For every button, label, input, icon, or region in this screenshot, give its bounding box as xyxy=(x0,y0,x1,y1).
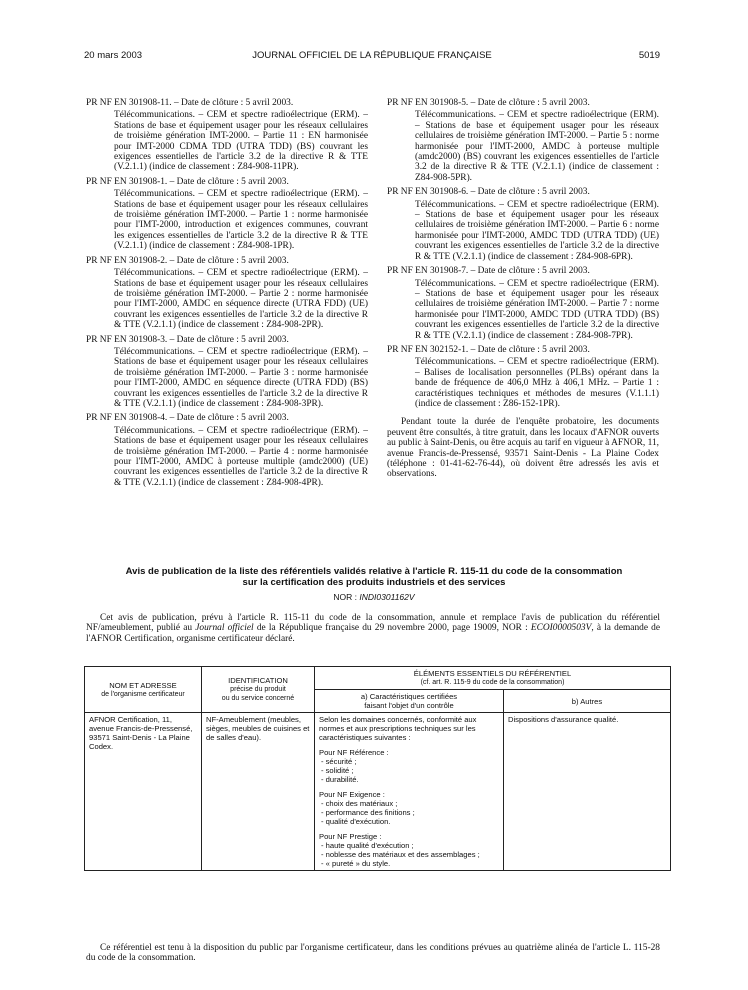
group-items xyxy=(319,799,499,826)
list-item: - haute qualité d'exécution ; xyxy=(321,841,414,850)
product-identification: NF-Ameublement (meubles, sièges, meubles de cuisines et de salles d'eau). xyxy=(206,715,310,742)
standard-entry xyxy=(86,256,368,331)
cell-caracteristiques xyxy=(315,713,504,871)
standard-entry xyxy=(387,266,659,341)
avis-title-line: Avis de publication de la liste des référentiels validés relative à l'article R. 115-11 du code de la consommation xyxy=(125,566,623,577)
list-item: - choix des matériaux ; xyxy=(321,799,398,808)
entry-description: Télécommunications. – CEM et spectre radioélectrique (ERM). – Stations de base et équipement usager pour les réseaux cellulaires de troisième génération IMT-2000. – Partie 7 : norme harmonisée pour l'IMT-2000, AMDC TDD (UTRA TDD) (BS) couvrant les exigences essentielles de l'article 3.2 de la directive R & TTE (V.2.1.1) (indice de classement : Z84-908-7PR). xyxy=(415,278,659,341)
cell-product xyxy=(202,713,315,871)
header-label: a) Caractéristiques certifiées xyxy=(360,692,458,701)
group-label: Pour NF Exigence : xyxy=(319,790,385,799)
entry-description: Télécommunications. – CEM et spectre radioélectrique (ERM). – Stations de base et équipement usager pour les réseaux cellulaires de troisième génération IMT-2000. – Partie 2 : norme harmonisée pour l'IMT-2000, AMDC en séquence directe (UTRA FDD) (UE) couvrant les exigences essentielles de l'article 3.2 de la directive R & TTE (V.2.1.1) (indice de classement : Z84-908-2PR). xyxy=(114,268,368,331)
entry-description: Télécommunications. – CEM et spectre radioélectrique (ERM). – Stations de base et équipement usager pour les réseaux cellulaires de troisième génération IMT-2000. – Partie 1 : norme harmonisée pour l'IMT-2000, introduction et exigences communes, couvrant les exigences essentielles de l'article 3.2 de la directive R & TTE (V.2.1.1) (indice de classement : Z84-908-1PR). xyxy=(114,189,368,252)
avis-text-part: , à la demande de l'AFNOR Certification, organisme certificateur déclaré. xyxy=(86,623,661,644)
group-items xyxy=(319,757,499,784)
group-nf-prestige xyxy=(319,832,499,868)
header-label: IDENTIFICATION xyxy=(228,676,288,685)
nor-label: NOR : xyxy=(333,592,358,602)
entry-description: Télécommunications. – CEM et spectre radioélectrique (ERM). – Balises de localisation personnelles (PLBs) opérant dans la bande de fréquence de 406,0 MHz à 406,1 MHz. – Partie 1 : caractéristiques techniques et méthodes de mesures (V.1.1.1) (indice de classement : Z86-152-1PR). xyxy=(415,357,659,409)
entry-heading: PR NF EN 301908-5. – Date de clôture : 5 avril 2003. xyxy=(387,98,590,108)
header-label: ÉLÉMENTS ESSENTIELS DU RÉFÉRENTIEL xyxy=(413,669,572,678)
entry-description: Télécommunications. – CEM et spectre radioélectrique (ERM). – Stations de base et équipement usager pour les réseaux cellulaires de troisième génération IMT-2000. – Partie 4 : norme harmonisée pour l'IMT-2000, AMDC à porteuse multiple (amdc2000) (UE) couvrant les exigences essentielles de l'article 3.2 de la directive R & TTE (V.2.1.1) (indice de classement : Z84-908-4PR). xyxy=(114,425,368,488)
standard-entry xyxy=(387,98,659,183)
nor-value: INDI0301162V xyxy=(359,592,415,602)
header-sublabel: précise du produit xyxy=(230,686,286,693)
entry-heading: PR NF EN 301908-11. – Date de clôture : 5 avril 2003. xyxy=(86,98,294,108)
header-organisme xyxy=(85,667,202,713)
entry-heading: PR NF EN 301908-3. – Date de clôture : 5 avril 2003. xyxy=(86,334,289,345)
header-sublabel: de l'organisme certificateur xyxy=(101,690,185,698)
caracteristiques-intro: Selon les domaines concernés, conformité aux normes et aux prescriptions techniques sur les caractéristiques suivantes : xyxy=(319,715,477,742)
standard-entry xyxy=(86,413,368,488)
avis-text-part: Cet avis de publication, prévu à l'article R. 115-11 du code de la consommation, annule et remplace l'avis de publication du référentiel NF/ameublement, publié au xyxy=(86,613,660,634)
header-date: 20 mars 2003 xyxy=(84,50,143,61)
list-item: - sécurité ; xyxy=(321,757,357,766)
list-item: - noblesse des matériaux et des assemblages ; xyxy=(321,850,480,859)
consultation-paragraph: Pendant toute la durée de l'enquête probatoire, les documents peuvent être consultés, à titre gratuit, dans les locaux d'AFNOR ouverts au public à Saint-Denis, ou être acquis au tarif en vigueur à AFNOR, 11, avenue Francis-de-Pressensé, 93571 Saint-Denis - La Plaine Codex (téléphone : 01-41-62-76-44), où doivent être adressés les avis et observations. xyxy=(387,417,659,480)
group-nf-exigence xyxy=(319,790,499,826)
entry-heading: PR NF EN 301908-6. – Date de clôture : 5 avril 2003. xyxy=(387,187,590,198)
entry-heading: PR NF EN 301908-2. – Date de clôture : 5 avril 2003. xyxy=(86,255,289,266)
entry-description: Télécommunications. – CEM et spectre radioélectrique (ERM). – Stations de base et équipement usager pour les réseaux cellulaires de troisième génération IMT-2000. – Partie 3 : norme harmonisée pour l'IMT-2000, AMDC en séquence directe (UTRA FDD) (BS) couvrant les exigences essentielles de l'article 3.2 de la directive R & TTE (V.2.1.1) (indice de classement : Z84-908-3PR). xyxy=(114,346,368,409)
closing-paragraph: Ce référentiel est tenu à la disposition du public par l'organisme certificateur, dans les conditions prévues au quatrième alinéa de l'article L. 115-28 du code de la consommation. xyxy=(86,943,660,964)
organisme-address: AFNOR Certification, 11, avenue Francis-de-Pressensé, 93571 Saint-Denis - La Plaine Codex. xyxy=(89,715,193,751)
standard-entry xyxy=(86,177,368,252)
autres-text: Dispositions d'assurance qualité. xyxy=(508,715,619,724)
group-label: Pour NF Référence : xyxy=(319,748,389,757)
avis-text-part: de la République française du 29 novembre 2000, page 19009, NOR : xyxy=(256,623,528,634)
entry-heading: PR NF EN 301908-1. – Date de clôture : 5 avril 2003. xyxy=(86,176,289,187)
standard-entry xyxy=(86,98,368,173)
group-items xyxy=(319,841,499,868)
avis-title xyxy=(86,566,662,588)
group-nf-reference xyxy=(319,748,499,784)
list-item: - solidité ; xyxy=(321,766,354,775)
header-page-number: 5019 xyxy=(638,50,660,61)
avis-title-line: sur la certification des produits industriels et des services xyxy=(242,577,506,588)
header-sublabel: ou du service concerné xyxy=(221,695,295,702)
table-row xyxy=(85,713,671,871)
avis-journal-name: Journal officiel xyxy=(195,623,254,634)
entry-description: Télécommunications. – CEM et spectre radioélectrique (ERM). – Stations de base et équipement usager pour les réseaux cellulaires de troisième génération IMT-2000. – Partie 11 : EN harmonisée pour IMT-2000 CDMA TDD (UTRA TDD) (BS) couvrant les exigences essentielles de l'article 3.2 de la directive R & TTE (V.2.1.1) (indice de classement : Z84-908-11PR). xyxy=(114,110,368,173)
referentiel-table xyxy=(84,666,671,871)
list-item: - qualité d'exécution. xyxy=(321,817,391,826)
header-label: b) Autres xyxy=(571,696,603,706)
entry-heading: PR NF EN 301908-7. – Date de clôture : 5 avril 2003. xyxy=(387,266,590,277)
header-sublabel: faisant l'objet d'un contrôle xyxy=(364,701,454,710)
header-caracteristiques xyxy=(315,690,504,713)
header-identification xyxy=(202,667,315,713)
header-elements xyxy=(315,667,671,690)
list-item: - performance des finitions ; xyxy=(321,808,415,817)
header-autres xyxy=(504,690,671,713)
header-label: NOM ET ADRESSE xyxy=(109,680,177,690)
right-column xyxy=(387,98,659,480)
standard-entry xyxy=(387,187,659,262)
entry-description: Télécommunications. – CEM et spectre radioélectrique (ERM). – Stations de base et équipement usager pour les réseaux cellulaires de troisième génération IMT-2000. – Partie 5 : norme harmonisée pour l'IMT-2000, AMDC à porteuse multiple (amdc2000) (BS) couvrant les exigences essentielles de l'article 3.2 de la directive R & TTE (V.2.1.1) (indice de classement : Z84-908-5PR). xyxy=(415,110,659,183)
standard-entry xyxy=(387,345,659,409)
cell-autres xyxy=(504,713,671,871)
entry-heading: PR NF EN 301908-4. – Date de clôture : 5 avril 2003. xyxy=(86,413,289,424)
list-item: - durabilité. xyxy=(321,775,359,784)
header-sublabel: (cf. art. R. 115-9 du code de la consommation) xyxy=(420,679,565,686)
list-item: - « pureté » du style. xyxy=(321,859,391,868)
group-label: Pour NF Prestige : xyxy=(319,832,382,841)
cell-organisme xyxy=(85,713,202,871)
page-header xyxy=(84,50,660,64)
table-header-row xyxy=(85,667,671,690)
avis-nor xyxy=(86,592,662,602)
left-column xyxy=(86,98,368,492)
avis-nor-reference: ECOI0000503V xyxy=(530,623,592,634)
standard-entry xyxy=(86,335,368,410)
avis-paragraph xyxy=(86,613,660,644)
header-journal-title: JOURNAL OFFICIEL DE LA RÉPUBLIQUE FRANÇAISE xyxy=(252,50,492,61)
entry-heading: PR NF EN 302152-1. – Date de clôture : 5 avril 2003. xyxy=(387,344,590,355)
entry-description: Télécommunications. – CEM et spectre radioélectrique (ERM). – Stations de base et équipement usager pour les réseaux cellulaires de troisième génération IMT-2000. – Partie 6 : norme harmonisée pour l'IMT-2000, AMDC TDD (UTRA TDD) (UE) couvrant les exigences essentielles de l'article 3.2 de la directive R & TTE (V.2.1.1) (indice de classement : Z84-908-6PR). xyxy=(415,199,659,262)
